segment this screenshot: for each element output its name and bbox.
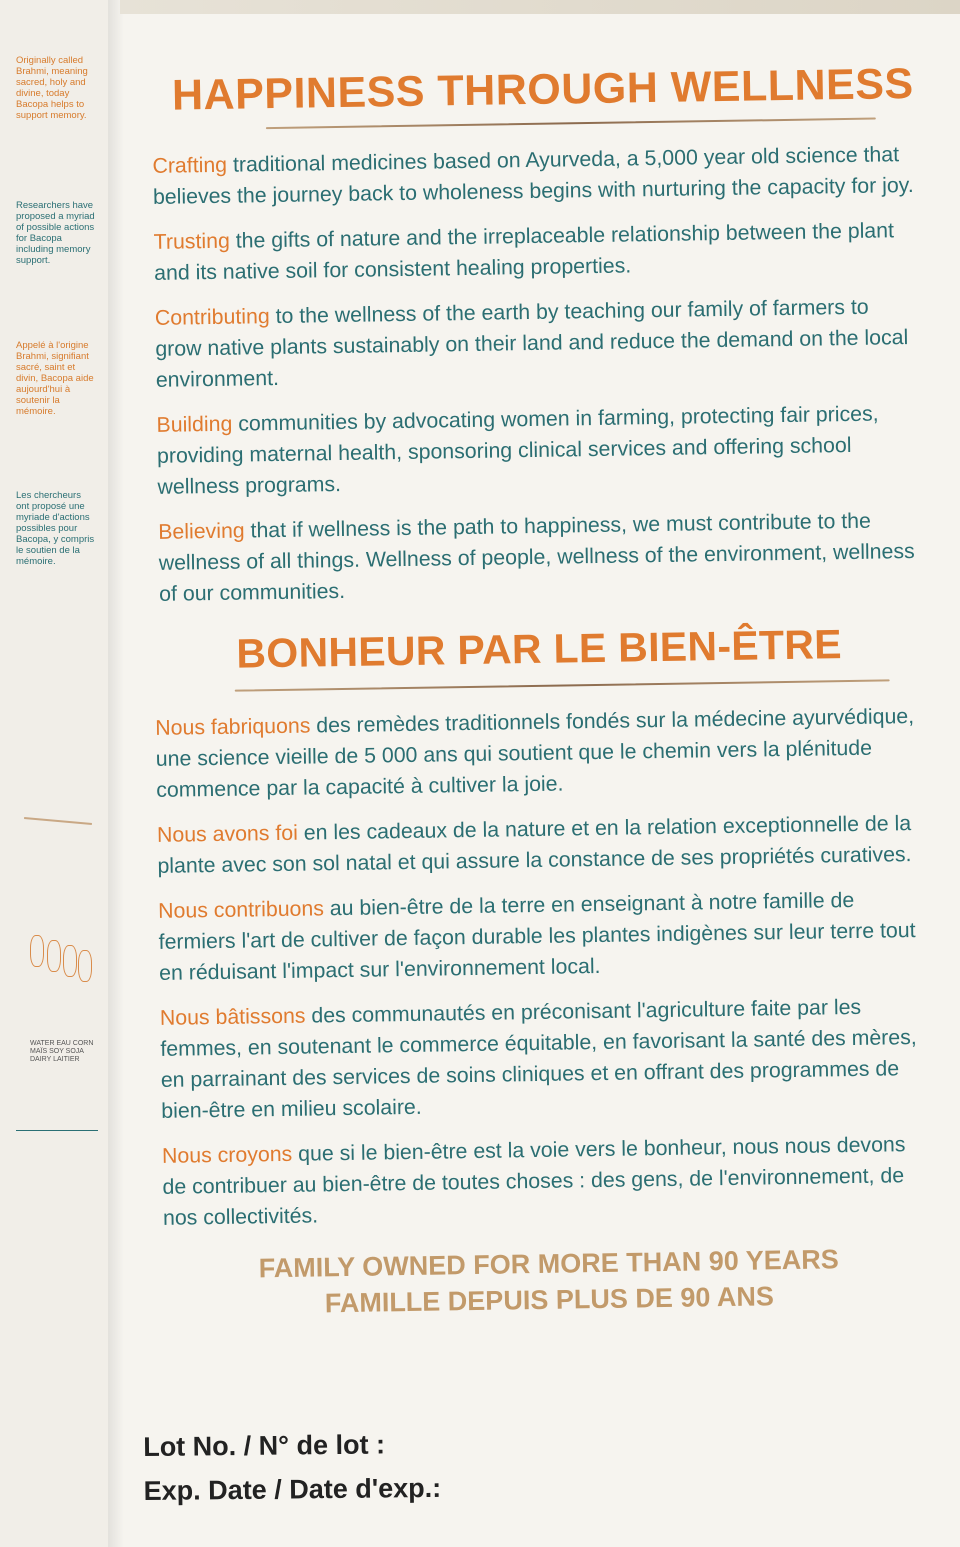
paragraph-text: to the wellness of the earth by teaching our family of farmers to grow native plants sustainably on their land and reduce the demand on the local environment. bbox=[155, 294, 909, 392]
family-owned-statement bbox=[164, 1240, 935, 1324]
french-paragraph-fabriquons bbox=[155, 701, 926, 806]
box-top-edge bbox=[120, 0, 960, 14]
allergen-label-water: WATER EAU bbox=[30, 1040, 71, 1047]
paragraph-lead: Nous bâtissons bbox=[159, 1003, 306, 1030]
english-paragraph-building bbox=[156, 398, 921, 503]
english-paragraph-crafting bbox=[152, 139, 917, 213]
dairy-icon bbox=[78, 950, 92, 982]
lot-exp-block bbox=[143, 1422, 441, 1513]
side-divider bbox=[24, 817, 92, 825]
paragraph-lead: Trusting bbox=[153, 228, 230, 254]
paragraph-lead: Nous contribuons bbox=[157, 896, 325, 923]
paragraph-text: traditional medicines based on Ayurveda, a 5,000 year old science that believes the journey back to wholeness begins with nurturing the capacity for joy. bbox=[152, 142, 914, 209]
paragraph-text: des communautés en préconisant l'agriculture faite par les femmes, en soutenant le commerce équitable, en favorisant la santé des mères, en parrainant des services de soins cliniques et en offrant des programmes de bien-être en milieu scolaire. bbox=[160, 994, 917, 1123]
english-paragraph-contributing bbox=[155, 291, 920, 396]
soy-icon bbox=[63, 945, 77, 977]
side-text-brahmi-en: Originally called Brahmi, meaning sacred, holy and divine, today Bacopa helps to support memory. bbox=[16, 55, 88, 121]
allergen-label-soy: SOY SOJA bbox=[49, 1048, 84, 1055]
french-paragraph-contribuons bbox=[158, 884, 929, 989]
box-edge-shadow bbox=[108, 0, 124, 1547]
side-text-research-en: Researchers have proposed a myriad of possible actions for Bacopa including memory support. bbox=[16, 200, 95, 266]
lot-number-label: Lot No. / N° de lot : bbox=[143, 1429, 386, 1462]
paragraph-lead: Crafting bbox=[152, 152, 228, 178]
paragraph-lead: Nous fabriquons bbox=[155, 713, 311, 740]
corn-icon bbox=[47, 940, 61, 972]
family-owned-fr: FAMILLE DEPUIS PLUS DE 90 ANS bbox=[324, 1281, 775, 1319]
allergen-labels bbox=[30, 1040, 100, 1064]
family-owned-en: FAMILY OWNED FOR MORE THAN 90 YEARS bbox=[258, 1244, 840, 1284]
front-content bbox=[145, 60, 935, 1324]
english-heading: HAPPINESS THROUGH WELLNESS bbox=[171, 59, 914, 120]
paragraph-lead: Nous croyons bbox=[161, 1141, 293, 1168]
paragraph-lead: Contributing bbox=[154, 304, 270, 330]
french-heading-rule bbox=[235, 679, 890, 691]
side-rule-line bbox=[16, 1130, 98, 1131]
paragraph-text: des remèdes traditionnels fondés sur la médecine ayurvédique, une science vieille de 5 000 ans qui soutient que le chemin vers la plénitude commence par la capacité à cultiver la joie. bbox=[155, 704, 915, 802]
paragraph-lead: Believing bbox=[158, 518, 245, 544]
english-heading-rule bbox=[266, 118, 876, 130]
english-paragraph-believing bbox=[158, 505, 923, 610]
french-heading: BONHEUR PAR LE BIEN-ÊTRE bbox=[236, 621, 843, 677]
paragraph-text: the gifts of nature and the irreplaceable relationship between the plant and its native soil for consistent healing properties. bbox=[153, 218, 895, 285]
side-text-brahmi-fr: Appelé à l'origine Brahmi, signifiant sacré, saint et divin, Bacopa aide aujourd'hui à soutenir la mémoire. bbox=[16, 340, 94, 417]
paragraph-text: that if wellness is the path to happiness, we must contribute to the wellness of all things. Wellness of people, wellness of the environment, wellness of our communities. bbox=[158, 508, 915, 606]
english-paragraph-trusting bbox=[153, 215, 918, 289]
exp-date-label: Exp. Date / Date d'exp.: bbox=[143, 1472, 442, 1506]
paragraph-lead: Building bbox=[156, 411, 233, 437]
allergen-label-dairy: DAIRY LAITIER bbox=[30, 1056, 80, 1063]
side-text-research-fr: Les chercheurs ont proposé une myriade d'actions possibles pour Bacopa, y compris le soutien de la mémoire. bbox=[16, 490, 95, 567]
french-paragraph-avons-foi bbox=[157, 808, 928, 882]
water-icon bbox=[30, 935, 44, 967]
paragraph-text: que si le bien-être est la voie vers le bonheur, nous nous devons de contribuer au bien-être de toutes choses : des gens, de l'environnement, de nos collectivités. bbox=[162, 1132, 906, 1230]
french-paragraph-croyons bbox=[162, 1129, 933, 1234]
allergen-label-corn: CORN MAÏS bbox=[30, 1040, 94, 1055]
french-paragraph-batissons bbox=[160, 991, 932, 1127]
paragraph-text: au bien-être de la terre en enseignant à notre famille de fermiers l'art de cultiver de façon durable les plantes indigènes sur leur terre tout en réduisant l'impact sur l'environnement local. bbox=[158, 887, 916, 985]
box-side-panel bbox=[0, 0, 109, 1547]
paragraph-text: en les cadeaux de la nature et en la relation exceptionnelle de la plante avec son sol natal et qui assure la constance de ses propriétés curatives. bbox=[157, 811, 912, 878]
paragraph-text: communities by advocating women in farming, protecting fair prices, providing maternal health, sponsoring clinical services and offering school wellness programs. bbox=[156, 401, 879, 499]
paragraph-lead: Nous avons foi bbox=[156, 820, 299, 847]
